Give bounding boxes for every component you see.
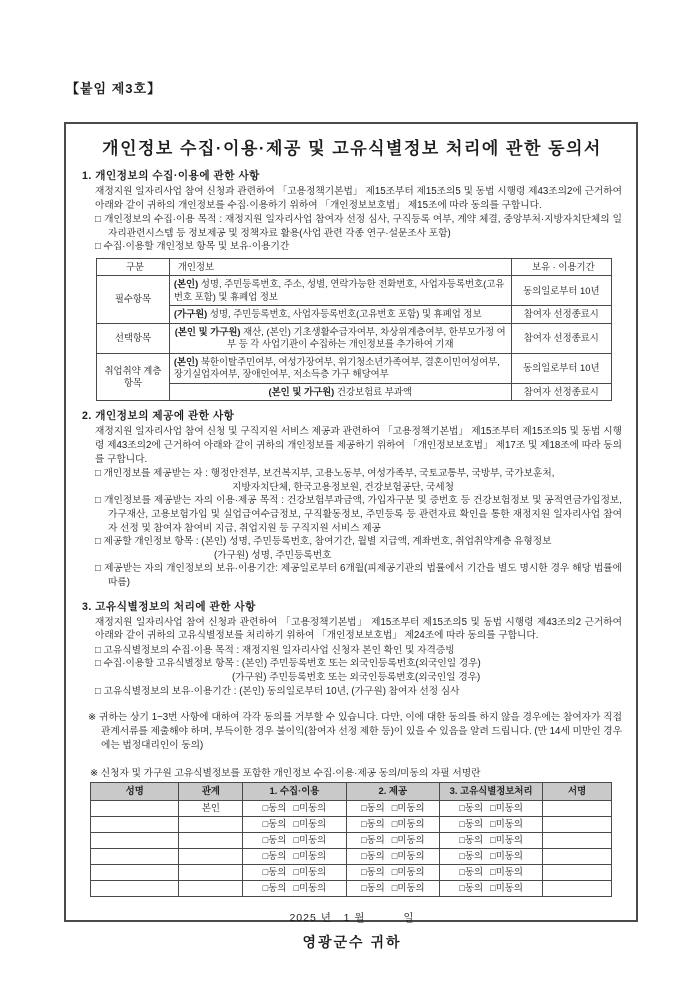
date-year-unit: 년 xyxy=(320,911,332,924)
consent-provision-cell xyxy=(346,832,439,848)
section2-bullet-recipients: □ 개인정보를 제공받는 자 : 행정안전부, 보건복지부, 고용노동부, 여성가족부, 국토교통부, 국방부, 국가보훈처, xyxy=(95,468,555,480)
attachment-number-label: 【붙임 제3호】 xyxy=(66,81,162,96)
section3-bullet-items-cont: (가구원) 주민등록번호 또는 외국인등록번호(외국인일 경우) xyxy=(232,671,481,683)
agree-checkbox[interactable]: □동의 xyxy=(459,865,484,877)
consent-unique-id-cell xyxy=(439,880,542,896)
relation-input-cell[interactable] xyxy=(179,880,243,896)
header-provision: 2. 제공 xyxy=(346,783,439,801)
consent-provision-cell xyxy=(346,800,439,816)
consent-collection-cell xyxy=(243,864,346,880)
consent-collection-cell xyxy=(243,832,346,848)
consent-collection-cell xyxy=(243,816,346,832)
disagree-checkbox[interactable]: □미동의 xyxy=(293,881,327,893)
consent-provision-cell xyxy=(346,864,439,880)
agree-checkbox[interactable]: □동의 xyxy=(262,833,287,845)
signature-input-cell[interactable] xyxy=(543,816,612,832)
disagree-checkbox[interactable]: □미동의 xyxy=(293,817,327,829)
info-cell xyxy=(169,306,511,324)
retention-cell: 동의일로부터 10년 xyxy=(511,353,611,383)
section2-bullet-items: □ 제공할 개인정보 항목 : (본인) 성명, 주민등록번호, 참여기간, 월별 지급액, 계좌번호, 취업취약계층 유형정보 xyxy=(95,536,552,548)
table-row xyxy=(97,353,612,383)
relation-input-cell[interactable] xyxy=(179,864,243,880)
disagree-checkbox[interactable]: □미동의 xyxy=(293,833,327,845)
info-cell xyxy=(169,323,511,353)
signature-row xyxy=(91,832,612,848)
retention-cell: 참여자 선정종료시 xyxy=(511,306,611,324)
section-collection-use xyxy=(82,168,622,401)
disagree-checkbox[interactable]: □미동의 xyxy=(490,833,523,845)
name-input-cell[interactable] xyxy=(91,816,179,832)
section2-bullet-recipients-cont: 지방자치단체, 한국고용정보원, 건강보험공단, 국세청 xyxy=(232,481,455,493)
signature-table xyxy=(90,782,612,897)
name-input-cell[interactable] xyxy=(91,880,179,896)
agree-checkbox[interactable]: □동의 xyxy=(360,801,385,813)
relation-input-cell[interactable] xyxy=(179,832,243,848)
consent-provision-cell xyxy=(346,816,439,832)
section1-bullet-purpose: □ 개인정보의 수집·이용 목적 : 재정지원 일자리사업 참여자 선정 심사, 구직등록 여부, 계약 체결, 중앙부처·지방자치단체의 일자리관련시스템 등 정보제공 및 정책자료 활용(사업 관련 각종 연구·설문조사 포함) xyxy=(95,214,622,239)
table-row xyxy=(97,323,612,353)
section1-heading: 1. 개인정보의 수집·이용에 관한 사항 xyxy=(82,170,260,182)
signature-row xyxy=(91,880,612,896)
signature-input-cell[interactable] xyxy=(543,880,612,896)
signature-row xyxy=(91,816,612,832)
header-unique-id: 3. 고유식별정보처리 xyxy=(439,783,542,801)
section2-bullet-retention: □ 제공받는 자의 개인정보의 보유·이용기간: 제공일로부터 6개월(피제공기관의 법률에서 기간을 별도 명시한 경우 해당 법률에 따름) xyxy=(95,563,622,588)
signature-table-body xyxy=(91,800,612,896)
section2-bullet-items-cont: (가구원) 성명, 주민등록번호 xyxy=(214,549,332,561)
signature-input-cell[interactable] xyxy=(543,832,612,848)
info-cell xyxy=(169,353,511,383)
agree-checkbox[interactable]: □동의 xyxy=(459,801,484,813)
signature-row xyxy=(91,848,612,864)
disagree-checkbox[interactable]: □미동의 xyxy=(391,881,425,893)
section-provision xyxy=(82,408,622,589)
section3-bullet-retention: □ 고유식별정보의 보유·이용기간 : (본인) 동의일로부터 10년, (가구원) 참여자 선정 심사 xyxy=(95,685,460,697)
section2-bullet-purpose: □ 개인정보를 제공받는 자의 이용·제공 목적 : 건강보험부과금액, 가입자구분 및 증번호 등 건강보험정보 및 공적연금가입정보, 가구재산, 고용보험가입 및 실업급여수급정보, 구직활동정보, 주민등록 등 관련자료 확인을 통한 재정지원 일자리사업 참여자 선정 및 참여자 참여비 지급, 취업지원 등 구직지원 서비스 제공 xyxy=(95,495,622,534)
section3-bullet-purpose: □ 고유식별정보의 수집·이용 목적 : 재정지원 일자리사업 신청자 본인 확인 및 자격증빙 xyxy=(95,644,455,656)
agree-checkbox[interactable]: □동의 xyxy=(262,849,287,861)
signature-input-cell[interactable] xyxy=(543,848,612,864)
section1-bullet-items: □ 수집·이용할 개인정보 항목 및 보유·이용기간 xyxy=(95,241,290,253)
section-unique-id xyxy=(82,599,622,699)
disagree-checkbox[interactable]: □미동의 xyxy=(293,801,327,813)
personal-info-table xyxy=(96,258,612,402)
section2-heading: 2. 개인정보의 제공에 관한 사항 xyxy=(82,410,235,423)
signature-header-row xyxy=(91,783,612,801)
info-cell xyxy=(169,383,511,401)
consent-collection-cell xyxy=(243,880,346,896)
header-relation: 관계 xyxy=(179,783,243,801)
date-day-unit: 일 xyxy=(403,911,415,924)
agree-checkbox[interactable]: □동의 xyxy=(360,881,385,893)
relation-cell: 본인 xyxy=(179,800,243,816)
disagree-checkbox[interactable]: □미동의 xyxy=(391,817,425,829)
name-input-cell[interactable] xyxy=(91,864,179,880)
info-text: 재산, (본인) 기초생활수급자여부, 차상위계층여부, 한부모가정 여부 등 각 사업기관이 수집하는 개인정보를 추가하여 기재 xyxy=(226,325,506,350)
page-title: 개인정보 수집·이용·제공 및 고유식별정보 처리에 관한 동의서 xyxy=(102,139,602,158)
table-row xyxy=(97,383,612,401)
disagree-checkbox[interactable]: □미동의 xyxy=(391,833,425,845)
signature-input-cell[interactable] xyxy=(543,800,612,816)
info-text: 건강보험료 부과액 xyxy=(336,385,412,397)
subject-label: (본인) xyxy=(173,278,199,290)
category-required: 필수항목 xyxy=(97,276,170,324)
category-optional: 선택항목 xyxy=(97,323,170,353)
disagree-checkbox[interactable]: □미동의 xyxy=(293,849,327,861)
agree-checkbox[interactable]: □동의 xyxy=(360,817,385,829)
agree-checkbox[interactable]: □동의 xyxy=(262,801,287,813)
disagree-checkbox[interactable]: □미동의 xyxy=(490,849,523,861)
disagree-checkbox[interactable]: □미동의 xyxy=(490,817,523,829)
date-month: 1 xyxy=(343,911,351,924)
subject-label: (본인) xyxy=(173,355,199,367)
date-month-unit: 월 xyxy=(354,911,366,924)
consent-unique-id-cell xyxy=(439,864,542,880)
info-cell xyxy=(169,276,511,306)
header-name: 성명 xyxy=(91,783,179,801)
header-signature: 서명 xyxy=(543,783,612,801)
name-input-cell[interactable] xyxy=(91,800,179,816)
consent-unique-id-cell xyxy=(439,816,542,832)
section3-heading: 3. 고유식별정보의 처리에 관한 사항 xyxy=(82,600,256,613)
info-text: 성명, 주민등록번호, 주소, 성별, 연락가능한 전화번호, 사업자등록번호(고유번호 포함) 및 휴폐업 정보 xyxy=(173,278,505,302)
agree-checkbox[interactable]: □동의 xyxy=(459,881,484,893)
consent-unique-id-cell xyxy=(439,800,542,816)
retention-cell: 참여자 선정종료시 xyxy=(511,323,611,353)
disagree-checkbox[interactable]: □미동의 xyxy=(490,881,523,893)
signature-row-self xyxy=(91,800,612,816)
form-sheet xyxy=(64,122,638,950)
date-year: 2025 xyxy=(289,911,317,924)
signature-row xyxy=(91,864,612,880)
consent-provision-cell xyxy=(346,848,439,864)
category-vulnerable: 취업취약 계층항목 xyxy=(97,353,170,401)
header-collection: 1. 수집·이용 xyxy=(243,783,346,801)
recipient-line: 영광군수 귀하 xyxy=(302,933,402,950)
section2-intro: 재정지원 일자리사업 참여 신청 및 구직지원 서비스 제공과 관련하여 「고용정책기본법」 제15조부터 제15조의5 및 동법 시행령 제43조의2에 근거하여 아래와 같이 귀하의 개인정보를 제공하기 위하여 「개인정보보호법」 제17조 및 제18조에 따라 동의를 구합니다. xyxy=(95,426,622,465)
disagree-checkbox[interactable]: □미동의 xyxy=(391,849,425,861)
consent-unique-id-cell xyxy=(439,832,542,848)
table-row xyxy=(97,306,612,324)
agree-checkbox[interactable]: □동의 xyxy=(262,881,287,893)
column-header-category: 구분 xyxy=(97,258,170,276)
disagree-checkbox[interactable]: □미동의 xyxy=(490,801,523,813)
info-text: 성명, 주민등록번호, 사업자등록번호(고유번호 포함) 및 휴폐업 정보 xyxy=(209,308,482,320)
consent-collection-cell xyxy=(243,848,346,864)
column-header-retention: 보유 · 이용기간 xyxy=(511,258,611,276)
agree-checkbox[interactable]: □동의 xyxy=(360,833,385,845)
signature-table-caption: ※ 신청자 및 가구원 고유식별정보를 포함한 개인정보 수집·이용·제공 동의/미동의 자필 서명란 xyxy=(90,768,481,780)
retention-cell: 동의일로부터 10년 xyxy=(511,276,611,306)
refusal-notice: ※ 귀하는 상기 1~3번 사항에 대하여 각각 동의를 거부할 수 있습니다. 다만, 이에 대한 동의를 하지 않을 경우에는 참여자가 직접 관계서류를 제출해야 하며, 부득이한 경우 불이익(참여자 선정 제한 등)이 있을 수 있음을 알려 드립니다. (만 14세 미만인 경우에는 법정대리인이 동의) xyxy=(88,712,622,752)
section3-bullet-items: □ 수집·이용할 고유식별정보 항목 : (본인) 주민등록번호 또는 외국인등록번호(외국인일 경우) xyxy=(95,658,481,670)
date-line xyxy=(82,910,622,925)
retention-cell: 참여자 선정종료시 xyxy=(511,383,611,401)
subject-label: (본인 및 가구원) xyxy=(268,385,335,397)
agree-checkbox[interactable]: □동의 xyxy=(360,865,385,877)
consent-provision-cell xyxy=(346,880,439,896)
agree-checkbox[interactable]: □동의 xyxy=(360,849,385,861)
section3-intro: 재정지원 일자리사업 참여 신청과 관련하여 「고용정책기본법」 제15조부터 제15조의5 및 동법 시행령 제43조의2 근거하여 아래와 같이 귀하의 고유식별정보를 처리하기 위하여 「개인정보보호법」 제24조에 따라 동의를 구합니다. xyxy=(95,616,622,642)
disagree-checkbox[interactable]: □미동의 xyxy=(490,865,523,877)
relation-input-cell[interactable] xyxy=(179,816,243,832)
consent-collection-cell xyxy=(243,800,346,816)
subject-label: (가구원) xyxy=(173,308,208,320)
agree-checkbox[interactable]: □동의 xyxy=(262,817,287,829)
subject-label: (본인 및 가구원) xyxy=(174,325,241,337)
disagree-checkbox[interactable]: □미동의 xyxy=(391,801,425,813)
name-input-cell[interactable] xyxy=(91,848,179,864)
relation-input-cell[interactable] xyxy=(179,848,243,864)
agree-checkbox[interactable]: □동의 xyxy=(459,833,484,845)
disagree-checkbox[interactable]: □미동의 xyxy=(293,865,327,877)
signature-input-cell[interactable] xyxy=(543,864,612,880)
agree-checkbox[interactable]: □동의 xyxy=(459,849,484,861)
disagree-checkbox[interactable]: □미동의 xyxy=(391,865,425,877)
table-row xyxy=(97,276,612,306)
agree-checkbox[interactable]: □동의 xyxy=(262,865,287,877)
section1-intro: 재정지원 일자리사업 참여 신청과 관련하여 「고용정책기본법」 제15조부터 제15조의5 및 동법 시행령 제43조의2에 근거하여 아래와 같이 귀하의 개인정보를 수집·이용하기 위하여 「개인정보보호법」 제15조에 따라 동의를 구합니다. xyxy=(95,186,622,211)
info-text: 북한이탈주민여부, 여성가장여부, 위기청소년가족여부, 결혼이민여성여부, 장기실업자여부, 장애인여부, 저소득층 가구 해당여부 xyxy=(173,355,500,380)
agree-checkbox[interactable]: □동의 xyxy=(459,817,484,829)
name-input-cell[interactable] xyxy=(91,832,179,848)
table-header-row xyxy=(97,258,612,276)
column-header-personal-info: 개인정보 xyxy=(169,258,511,276)
consent-unique-id-cell xyxy=(439,848,542,864)
